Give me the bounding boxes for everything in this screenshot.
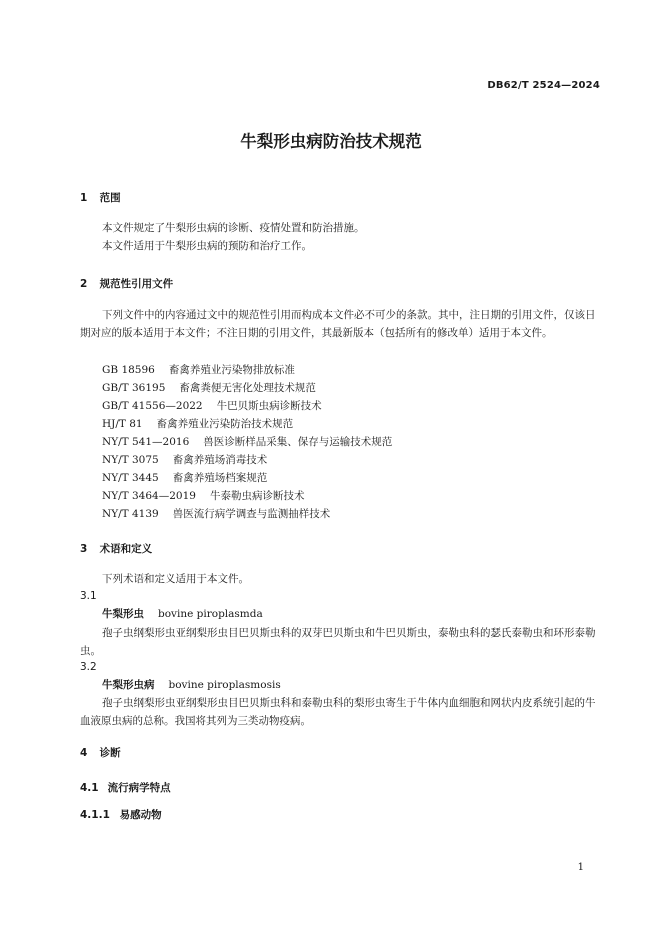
section-number: 3: [80, 543, 88, 555]
paragraph: 本文件规定了牛梨形虫病的诊断、疫情处置和防治措施。: [102, 222, 365, 234]
reference-name: 畜禽养殖业污染防治技术规范: [156, 418, 294, 430]
reference-item: [102, 398, 322, 413]
reference-item: [102, 470, 267, 485]
reference-code: NY/T 3445: [102, 472, 159, 484]
paragraph: 下列术语和定义适用于本文件。: [102, 573, 249, 585]
paragraph: 本文件适用于牛梨形虫病的预防和治疗工作。: [102, 240, 312, 252]
section-title: 易感动物: [119, 809, 162, 821]
subsection-4-1-heading: [80, 780, 171, 795]
document-title: 牛梨形虫病防治技术规范: [240, 132, 422, 151]
section-title: 流行病学特点: [107, 782, 171, 794]
term-definition: 孢子虫纲梨形虫亚纲梨形虫目巴贝斯虫科和泰勒虫科的梨形虫寄生于牛体内血细胞和网状内皮系统引起的牛血液原虫病的总称。我国将其列为三类动物疫病。: [80, 697, 596, 727]
section-number: 4.1: [80, 782, 99, 794]
reference-item: [102, 506, 330, 521]
reference-name: 兽医诊断样品采集、保存与运输技术规范: [203, 436, 393, 448]
page-number: 1: [577, 862, 584, 873]
reference-name: 兽医流行病学调查与监测抽样技术: [172, 508, 331, 520]
section-3-heading: [80, 541, 152, 556]
reference-code: GB 18596: [102, 364, 155, 376]
section-number: 4: [80, 747, 88, 759]
reference-name: 畜禽粪便无害化处理技术规范: [179, 382, 316, 394]
term-entry: [102, 677, 281, 692]
section-number: 4.1.1: [80, 809, 110, 821]
section-title: 诊断: [99, 747, 121, 759]
reference-name: 牛巴贝斯虫病诊断技术: [216, 400, 322, 412]
term-entry: [102, 606, 263, 621]
reference-name: 畜禽养殖业污染物排放标准: [168, 364, 295, 376]
standard-number: DB62/T 2524—2024: [487, 80, 600, 91]
reference-item: [102, 452, 267, 467]
reference-code: NY/T 3075: [102, 454, 159, 466]
reference-item: [102, 380, 316, 395]
reference-item: [102, 488, 304, 503]
reference-item: [102, 434, 392, 449]
reference-name: 畜禽养殖场消毒技术: [172, 454, 268, 466]
section-title: 规范性引用文件: [99, 278, 174, 290]
section-number: 1: [80, 192, 88, 204]
term-definition: 孢子虫纲梨形虫亚纲梨形虫目巴贝斯虫科的双芽巴贝斯虫和牛巴贝斯虫，泰勒虫科的瑟氏泰勒虫和环形泰勒虫。: [80, 627, 596, 657]
reference-name: 牛泰勒虫病诊断技术: [209, 490, 305, 502]
section-4-heading: [80, 745, 121, 760]
term-number: 3.1: [80, 590, 97, 602]
section-1-heading: [80, 190, 121, 205]
intro-paragraph: 下列文件中的内容通过文中的规范性引用而构成本文件必不可少的条款。其中，注日期的引用文件，仅该日期对应的版本适用于本文件；不注日期的引用文件，其最新版本（包括所有的修改单）适用于本文件。: [80, 309, 596, 339]
term-english: bovine piroplasmosis: [168, 679, 281, 691]
reference-code: NY/T 3464—2019: [102, 490, 196, 502]
section-number: 2: [80, 278, 88, 290]
reference-item: [102, 416, 293, 431]
term-chinese: 牛梨形虫病: [102, 679, 155, 691]
reference-code: NY/T 4139: [102, 508, 159, 520]
reference-name: 畜禽养殖场档案规范: [172, 472, 268, 484]
reference-code: GB/T 41556—2022: [102, 400, 203, 412]
term-number: 3.2: [80, 661, 97, 673]
term-chinese: 牛梨形虫: [102, 608, 144, 620]
section-title: 术语和定义: [99, 543, 153, 555]
reference-code: GB/T 36195: [102, 382, 166, 394]
reference-code: HJ/T 81: [102, 418, 143, 430]
reference-item: [102, 362, 295, 377]
reference-code: NY/T 541—2016: [102, 436, 190, 448]
subsection-4-1-1-heading: [80, 807, 162, 822]
section-2-heading: [80, 276, 173, 291]
term-english: bovine piroplasmda: [158, 608, 263, 620]
section-title: 范围: [99, 192, 121, 204]
